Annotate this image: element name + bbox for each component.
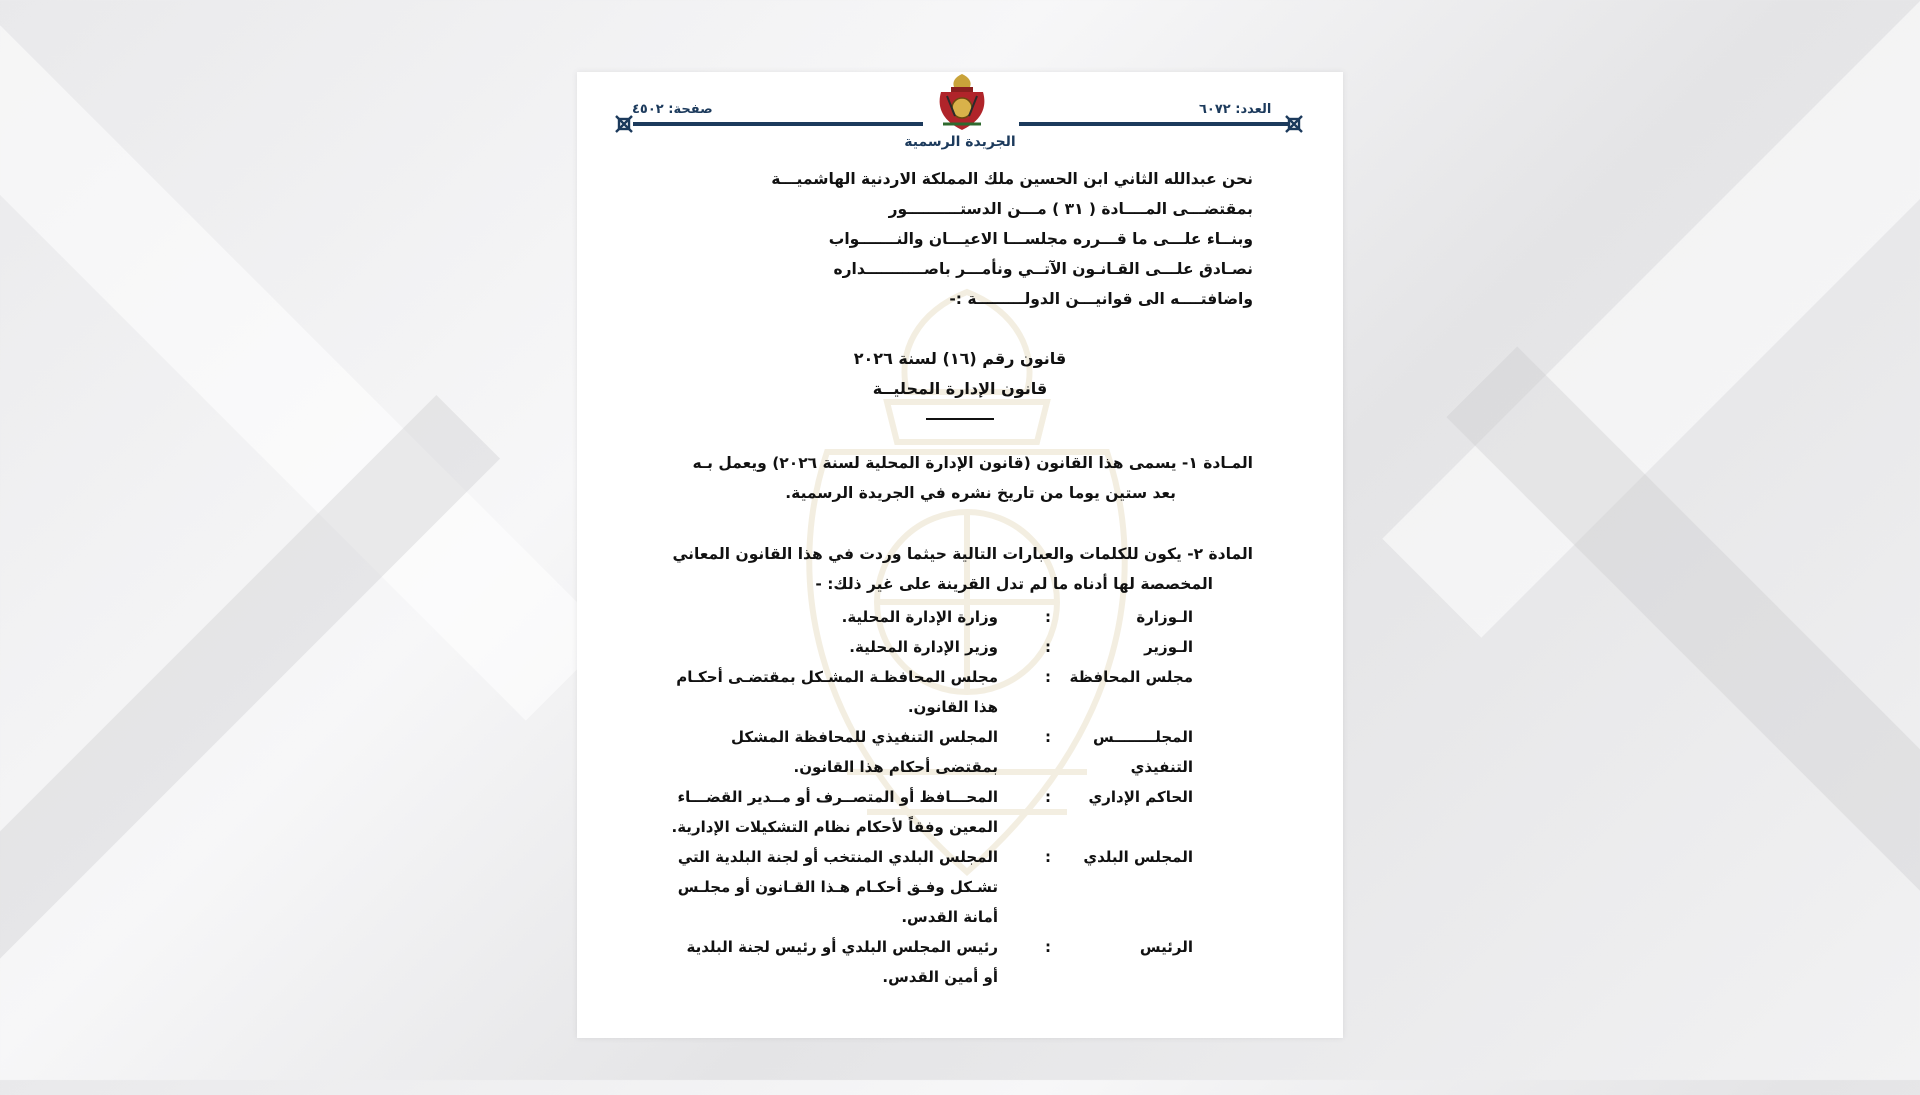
definition-text: وزارة الإدارة المحلية. (841, 608, 998, 626)
article-2-line: المخصصة لها أدناه ما لم تدل القرينة على غير ذلك: - (815, 575, 1213, 593)
background-band (0, 395, 500, 1095)
definition-text: وزير الإدارة المحلية. (849, 638, 998, 656)
header-rule-right (1019, 122, 1289, 126)
preamble-line: نحن عبدالله الثاني ابن الحسين ملك المملكة الاردنية الهاشميـــة (771, 170, 1253, 188)
law-number: قانون رقم (١٦) لسنة ٢٠٢٦ (853, 349, 1067, 368)
ornament-knot-icon (1283, 113, 1305, 135)
definition-colon: : (1045, 668, 1051, 686)
definition-term: الـوزير (1144, 638, 1193, 656)
coat-of-arms-icon (935, 72, 989, 132)
gazette-title: الجريدة الرسمية (904, 134, 1016, 150)
law-name: قانون الإدارة المحليــة (872, 379, 1048, 398)
definition-text: مجلس المحافظـة المشـكل بمقتضـى أحكـام هذا القانون. (676, 668, 998, 716)
definition-colon: : (1045, 848, 1051, 866)
article-2-line: المادة ٢- يكون للكلمات والعبارات التالية حيثما وردت في هذا القانون المعاني (672, 545, 1253, 563)
gazette-page (577, 72, 1343, 1038)
definition-text: المجلس التنفيذي للمحافظة المشكل بمقتضى أحكام هذا القانون. (731, 728, 998, 776)
definition-colon: : (1045, 608, 1051, 626)
preamble-line: واضافتــــه الى قوانيـــن الدولـــــــــة :- (949, 290, 1253, 308)
preamble-line: نصـادق علـــى القـانـون الآتــي ونأمـــر باصـــــــــــداره (833, 260, 1253, 278)
definition-term: المجلــــــــس التنفيذي (1093, 728, 1193, 776)
article-1-line: المـادة ١- يسمى هذا القانون (قانون الإدارة المحلية لسنة ٢٠٢٦) ويعمل بـه (692, 454, 1253, 472)
header-rule-left (633, 122, 923, 126)
preamble-line: بمقتضـــى المــــادة ( ٣١ ) مـــن الدستــــــــــور (888, 200, 1253, 218)
issue-number-label: العدد: ٦٠٧٢ (1199, 102, 1272, 117)
definition-term: الرئيس (1139, 938, 1193, 956)
definition-term: المجلس البلدي (1083, 848, 1193, 866)
preamble-line: وبنــاء علـــى ما قـــرره مجلســـا الاعيـــان والنـــــــواب (828, 230, 1253, 248)
definition-text: المجلس البلدي المنتخب أو لجنة البلدية التي تشـكل وفـق أحكـام هـذا القـانون أو مجلـس أمانة القدس. (677, 848, 998, 926)
definition-text: المحـــافظ أو المتصــرف أو مــدير القضـــاء المعين وفقاً لأحكام نظام التشكيلات الإدارية. (671, 788, 998, 836)
definition-colon: : (1045, 938, 1051, 956)
definition-term: مجلس المحافظة (1069, 668, 1193, 686)
definition-term: الحاكم الإداري (1088, 788, 1193, 806)
title-separator (926, 418, 994, 420)
definition-text: رئيس المجلس البلدي أو رئيس لجنة البلدية أو أمين القدس. (686, 938, 998, 986)
page-number-label: صفحة: ٤٥٠٢ (632, 102, 713, 117)
article-1-line: بعد ستين يوما من تاريخ نشره في الجريدة الرسمية. (785, 484, 1176, 502)
definition-colon: : (1045, 728, 1051, 746)
background-band (1446, 346, 1920, 1053)
definition-colon: : (1045, 788, 1051, 806)
definition-colon: : (1045, 638, 1051, 656)
definition-term: الـوزارة (1136, 608, 1193, 626)
